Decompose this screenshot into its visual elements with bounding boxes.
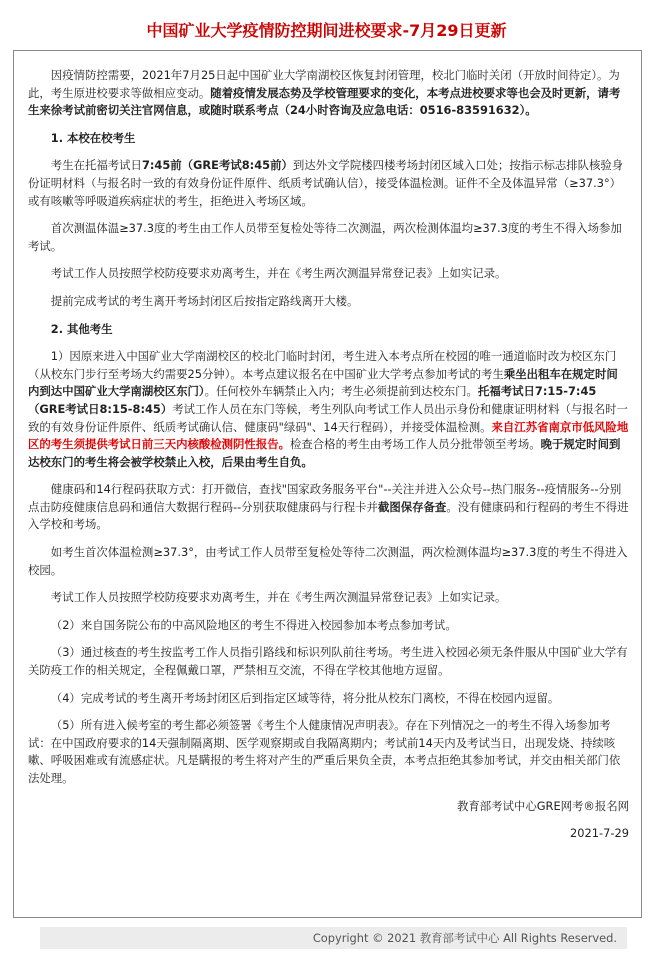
text: 考试工作人员在东门等候，考生列队向考试工作人员出示身份和健康证明材料（与报名时一致的有效身份证件原件、纸质考试确认信、健康码"绿码"、14天行程码），并接受体温检测。 [28, 401, 628, 434]
checkin-time: 托福考试日7:15-7:45（GRE考试日8:15-8:45） [28, 384, 597, 416]
late-warning: 晚于规定时间到达校东门的考生将会被学校禁止入校，后果由考生自负。 [28, 437, 621, 469]
text: 考生在托福考试日 [50, 158, 142, 173]
section2-item4: （4）完成考试的考生离开考场封闭区后到指定区域等待，将分批从校东门离校，不得在校园内逗留。 [50, 690, 560, 705]
section1-arrival [28, 157, 629, 210]
text: 1）因原来进入中国矿业大学南湖校区的校北门临时封闭，考生进入本考点所在校园的唯一通道临时改为校区东门（从校东门步行至考场大约需要25分钟）。本考点建议报名在中国矿业大学考点参加考试的考生 [28, 349, 617, 381]
section2-item1 [28, 348, 629, 471]
signature: 教育部考试中心GRE网考®报名网 [456, 798, 629, 813]
text: 。没有健康码和行程码的考生不得进入学校和考场。 [28, 499, 629, 532]
intro-text: 因疫情防控需要，2021年7月25日起中国矿业大学南湖校区恢复封闭管理，校北门临时关闭（开放时间待定）。为此，考生原进校要求等做相应变动。 [28, 68, 620, 100]
section1-retest: 首次测温体温≥37.3度的考生由工作人员带至复检处等待二次测温，两次检测体温均≥37.3度的考生不得入场参加考试。 [28, 221, 622, 253]
section2-temp: 如考生首次体温检测≥37.3°，由考试工作人员带至复检处等待二次测温，两次检测体温均≥37.3度的考生不得进入校园。 [28, 545, 628, 577]
text: 健康码和14行程码获取方式：打开微信，查找"国家政务服务平台"--关注并进入公众号--热门服务--疫情服务--分别点击防疫健康信息码和通信大数据行程码--分别获取健康码与行程卡并 [28, 482, 622, 514]
bold-text: 乘坐出租车在规定时间内到达中国矿业大学南湖校区东门） [28, 366, 618, 399]
intro-paragraph [28, 67, 629, 120]
section2-item2: （2）来自国务院公布的中高风险地区的考生不得进入校园参加本考点参加考试。 [50, 617, 457, 632]
section2-item5: （5）所有进入候考室的考生都必须签署《考生个人健康情况声明表》。存在下列情况之一的考生不得入场参加考试：在中国政府要求的14天强制隔离期、医学观察期或自我隔离期内；考试前14天内及考试当日，出现发烧、持续咳嗽、呼吸困难或有流感症状。凡是瞒报的考生将对产生的严重后果负全责，本考点拒绝其参加考试，并交由相关部门依法处理。 [28, 718, 621, 785]
text: 检查合格的考生由考场工作人员分批带领至考场。 [290, 437, 541, 452]
page-title: 中国矿业大学疫情防控期间进校要求-7月29日更新 [146, 21, 507, 40]
section1-heading: 1. 本校在校考生 [50, 130, 136, 145]
section2-item3: （3）通过核查的考生按监考工作人员指引路线和标识列队前往考场。考生进入校园必须无条件服从中国矿业大学有关防疫工作的相关规定，全程佩戴口罩，严禁相互交流，不得在学校其他地方逗留。 [28, 645, 628, 678]
section2-codes [28, 481, 629, 534]
section2-staff: 考试工作人员按照学校防疫要求劝离考生，并在《考生两次测温异常登记表》上如实记录。 [50, 590, 507, 605]
notice-content [13, 50, 642, 918]
intro-bold-text: 随着疫情发展态势及学校管理要求的变化，本考点进校要求等也会及时更新，请考生来徐考试前密切关注官网信息，或随时联系考点（24小时咨询及应急电话：0516-83591632）。 [28, 85, 621, 118]
copyright-footer: Copyright © 2021 教育部考试中心 All Rights Reserved. [40, 927, 627, 949]
section2-heading: 2. 其他考生 [50, 321, 113, 336]
text: 到达外文学院楼四楼考场封闭区域入口处；按指示标志排队核验身份证明材料（与报名时一致的有效身份证件原件、纸质考试确认信），接受体温检测。证件不全及体温异常（≥37.3°）或有咳嗽等呼吸道疾病症状的考生，拒绝进入考场区域。 [28, 158, 624, 208]
section1-leave: 提前完成考试的考生离开考场封闭区后按指定路线离开大楼。 [50, 293, 359, 308]
arrival-time: 7:45前（GRE考试8:45前） [141, 158, 293, 173]
date: 2021-7-29 [570, 826, 629, 841]
section1-staff: 考试工作人员按照学校防疫要求劝离考生，并在《考生两次测温异常登记表》上如实记录。 [50, 266, 507, 281]
bold-text: 截图保存备查 [377, 499, 447, 514]
nanjing-requirement: 来自江苏省南京市低风险地区的考生须提供考试日前三天内核酸检测阴性报告。 [28, 419, 629, 452]
text: 。任何校外车辆禁止入内；考生必须提前到达校东门。 [204, 384, 478, 399]
